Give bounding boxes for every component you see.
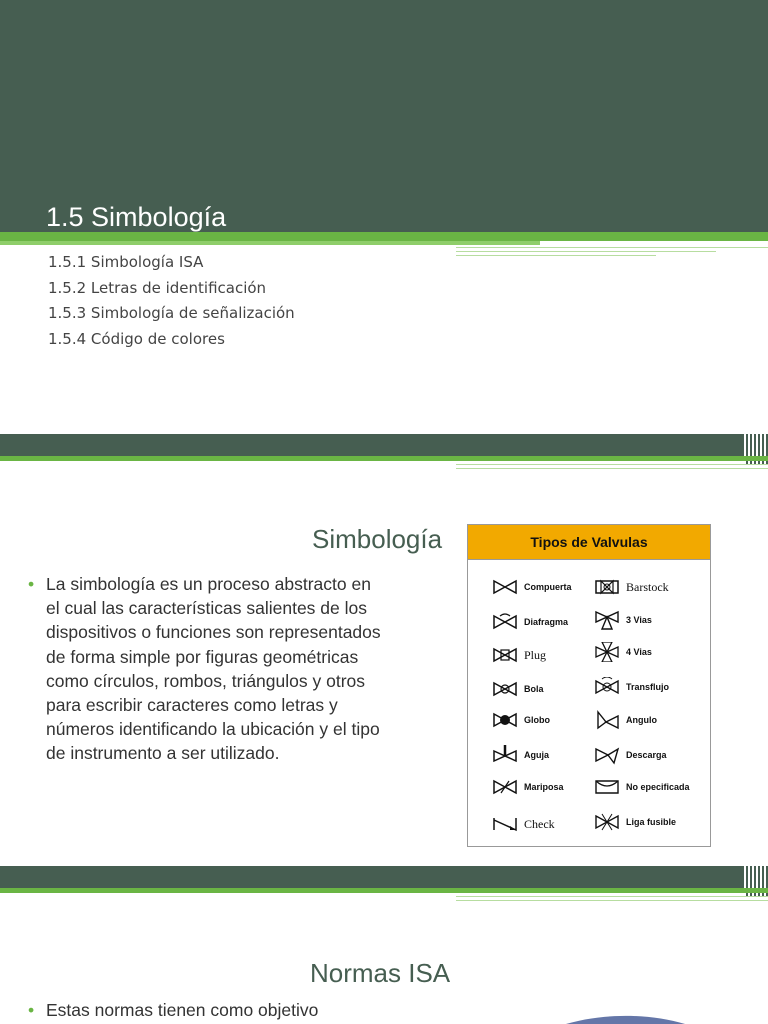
valve-no-especificada: No epecificada xyxy=(594,772,690,802)
contents-list xyxy=(48,250,295,352)
discharge-valve-icon xyxy=(594,745,620,765)
slide-normas-isa xyxy=(0,864,768,1024)
unspecified-valve-icon xyxy=(594,777,620,797)
valve-barstock: Barstock xyxy=(594,572,669,602)
body-list xyxy=(28,572,388,766)
accent-line xyxy=(456,464,768,465)
slide-title xyxy=(0,0,768,432)
contents-item: 1.5.3 Simbología de señalización xyxy=(48,304,295,322)
body-paragraph xyxy=(28,572,388,766)
contents-item: 1.5.2 Letras de identificación xyxy=(48,278,267,297)
valve-grid xyxy=(468,560,710,846)
contents-item: 1.5.4 Código de colores xyxy=(48,329,225,348)
accent-line xyxy=(456,468,768,469)
valve-aguja: Aguja xyxy=(492,740,549,770)
accent-line xyxy=(456,896,768,897)
valve-4-vias: 4 Vias xyxy=(594,637,652,667)
body-list xyxy=(28,998,398,1022)
bullet-icon: • xyxy=(28,574,35,594)
valve-globo: Globo xyxy=(492,705,550,735)
isa-logo-graphic xyxy=(450,942,768,1024)
contents-item: 1.5.1 Simbología ISA xyxy=(48,253,204,271)
fusible-link-valve-icon xyxy=(594,812,620,832)
valve-bola: Bola xyxy=(492,674,544,704)
gate-valve-icon xyxy=(492,577,518,597)
valve-mariposa: Mariposa xyxy=(492,772,564,802)
valve-liga-fusible: Liga fusible xyxy=(594,807,676,837)
valve-transflujo: Transflujo xyxy=(594,672,669,702)
valve-3-vias: 3 Vias xyxy=(594,605,652,635)
slide-heading: Simbología xyxy=(312,524,443,554)
accent-line xyxy=(456,255,656,256)
valve-check: Check xyxy=(492,809,555,839)
barstock-valve-icon xyxy=(594,577,620,597)
header-band xyxy=(0,434,768,456)
plug-valve-icon xyxy=(492,645,518,665)
valve-descarga: Descarga xyxy=(594,740,667,770)
body-paragraph xyxy=(28,998,398,1022)
globe-valve-icon xyxy=(492,710,518,730)
valve-compuerta: Compuerta xyxy=(492,572,572,602)
bullet-icon: • xyxy=(28,1000,35,1020)
butterfly-valve-icon xyxy=(492,777,518,797)
three-way-valve-icon xyxy=(594,610,620,630)
paragraph-text: Estas normas tienen como objetivo xyxy=(46,1000,319,1020)
accent-bar xyxy=(0,888,768,893)
accent-bar-thin xyxy=(0,241,540,245)
accent-bar xyxy=(0,232,768,241)
accent-line xyxy=(456,900,768,901)
valve-types-title: Tipos de Valvulas xyxy=(468,525,710,560)
slide-simbologia xyxy=(0,432,768,864)
title-banner xyxy=(0,0,768,232)
needle-valve-icon xyxy=(492,745,518,765)
paragraph-text: La simbología es un proceso abstracto en el cual las características salientes de los dispositivos o funciones son representados de forma simple por figuras geométricas como círculos, rombos, triángulos y otros para escribir caracteres como letras y números identificando la ubicación y el tipo de instrumento a ser utilizado. xyxy=(46,574,381,764)
slide-heading: Normas ISA xyxy=(310,958,451,988)
valve-plug: Plug xyxy=(492,640,546,670)
angle-valve-icon xyxy=(594,710,620,730)
ball-valve-icon xyxy=(492,679,518,699)
accent-line xyxy=(456,251,716,252)
valve-diafragma: Diafragma xyxy=(492,607,568,637)
header-band xyxy=(0,866,768,888)
valve-types-figure xyxy=(467,524,711,847)
diaphragm-valve-icon xyxy=(492,612,518,632)
valve-angulo: Angulo xyxy=(594,705,657,735)
four-way-valve-icon xyxy=(594,642,620,662)
accent-line xyxy=(456,247,768,248)
slide-title-text: 1.5 Simbología xyxy=(46,202,227,232)
check-valve-icon xyxy=(492,814,518,834)
transflow-valve-icon xyxy=(594,677,620,697)
accent-bar xyxy=(0,456,768,461)
